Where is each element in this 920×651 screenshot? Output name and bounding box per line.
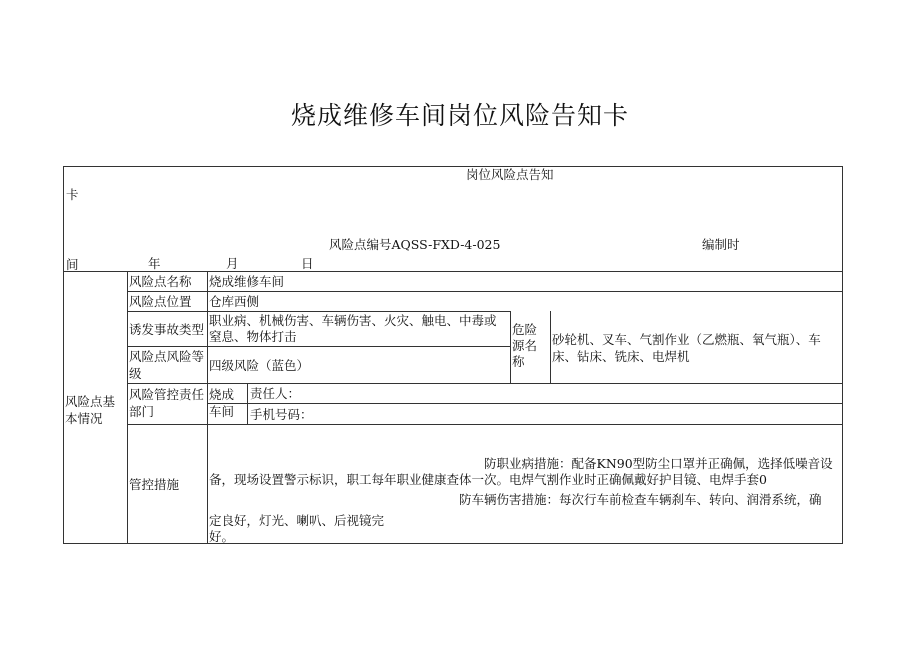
location-label: 风险点位置 [129, 294, 192, 309]
measures-label: 管控措施 [129, 477, 180, 492]
name-value: 烧成维修车间 [209, 274, 285, 289]
col-divider [510, 311, 511, 383]
measures-p2-line3: 好。 [209, 529, 235, 544]
col-divider [550, 311, 551, 383]
hazard-source-value: 砂轮机、叉车、气割作业（乙燃瓶、氧气瓶）、车床、钻床、铣床、电焊机 [552, 332, 821, 364]
risk-level-label: 风险点风险等级 [129, 349, 205, 381]
accident-type-label: 诱发事故类型 [129, 322, 205, 337]
location-value: 仓库西侧 [209, 294, 260, 309]
col-divider [207, 271, 208, 543]
row-divider [64, 271, 842, 272]
row-divider [127, 291, 842, 292]
header-line1: 岗位风险点告知 [466, 167, 554, 182]
page-title: 烧成维修车间岗位风险告知卡 [290, 101, 629, 130]
measures-p1-line1: 防职业病措施：配备KN90型防尘口罩并正确佩，选择低噪音设 [484, 456, 833, 471]
row-divider [127, 311, 510, 312]
header-line1-tail: 卡 [66, 187, 79, 202]
resp-phone: 手机号码： [250, 407, 313, 422]
measures-p2-line1: 防车辆伤害措施：每次行车前检查车辆刹车、转向、润滑系统，确 [459, 492, 822, 507]
date-day: 日 [301, 256, 314, 271]
date-label-b: 间 [66, 257, 79, 272]
resp-dept-value: 烧成车间 [209, 387, 235, 419]
row-divider [127, 383, 842, 384]
col-divider [247, 383, 248, 424]
risk-level-value: 四级风险（蓝色） [209, 358, 310, 373]
col-divider [127, 271, 128, 543]
resp-person: 责任人： [250, 386, 301, 401]
row-divider [127, 424, 842, 425]
date-year: 年 [148, 256, 161, 271]
name-label: 风险点名称 [129, 274, 192, 289]
section-label: 风险点基本情况 [65, 394, 116, 426]
risk-card-table [63, 166, 843, 544]
measures-p2-line2: 定良好，灯光、喇叭、后视镜完 [209, 513, 385, 528]
date-label-a: 编制时 [702, 237, 740, 252]
row-divider [127, 346, 510, 347]
row-divider [207, 403, 842, 404]
resp-dept-label: 风险管控责任部门 [129, 387, 205, 419]
date-month: 月 [226, 256, 239, 271]
risk-point-code: 风险点编号AQSS-FXD-4-025 [329, 237, 501, 252]
hazard-source-label: 危险源名称 [512, 322, 538, 369]
measures-p1-line2: 备，现场设置警示标识，职工每年职业健康查体一次。电焊气割作业时正确佩戴好护目镜、电焊手套0 [209, 472, 767, 487]
accident-type-value: 职业病、机械伤害、车辆伤害、火灾、触电、中毒或窒息、物体打击 [209, 313, 497, 344]
